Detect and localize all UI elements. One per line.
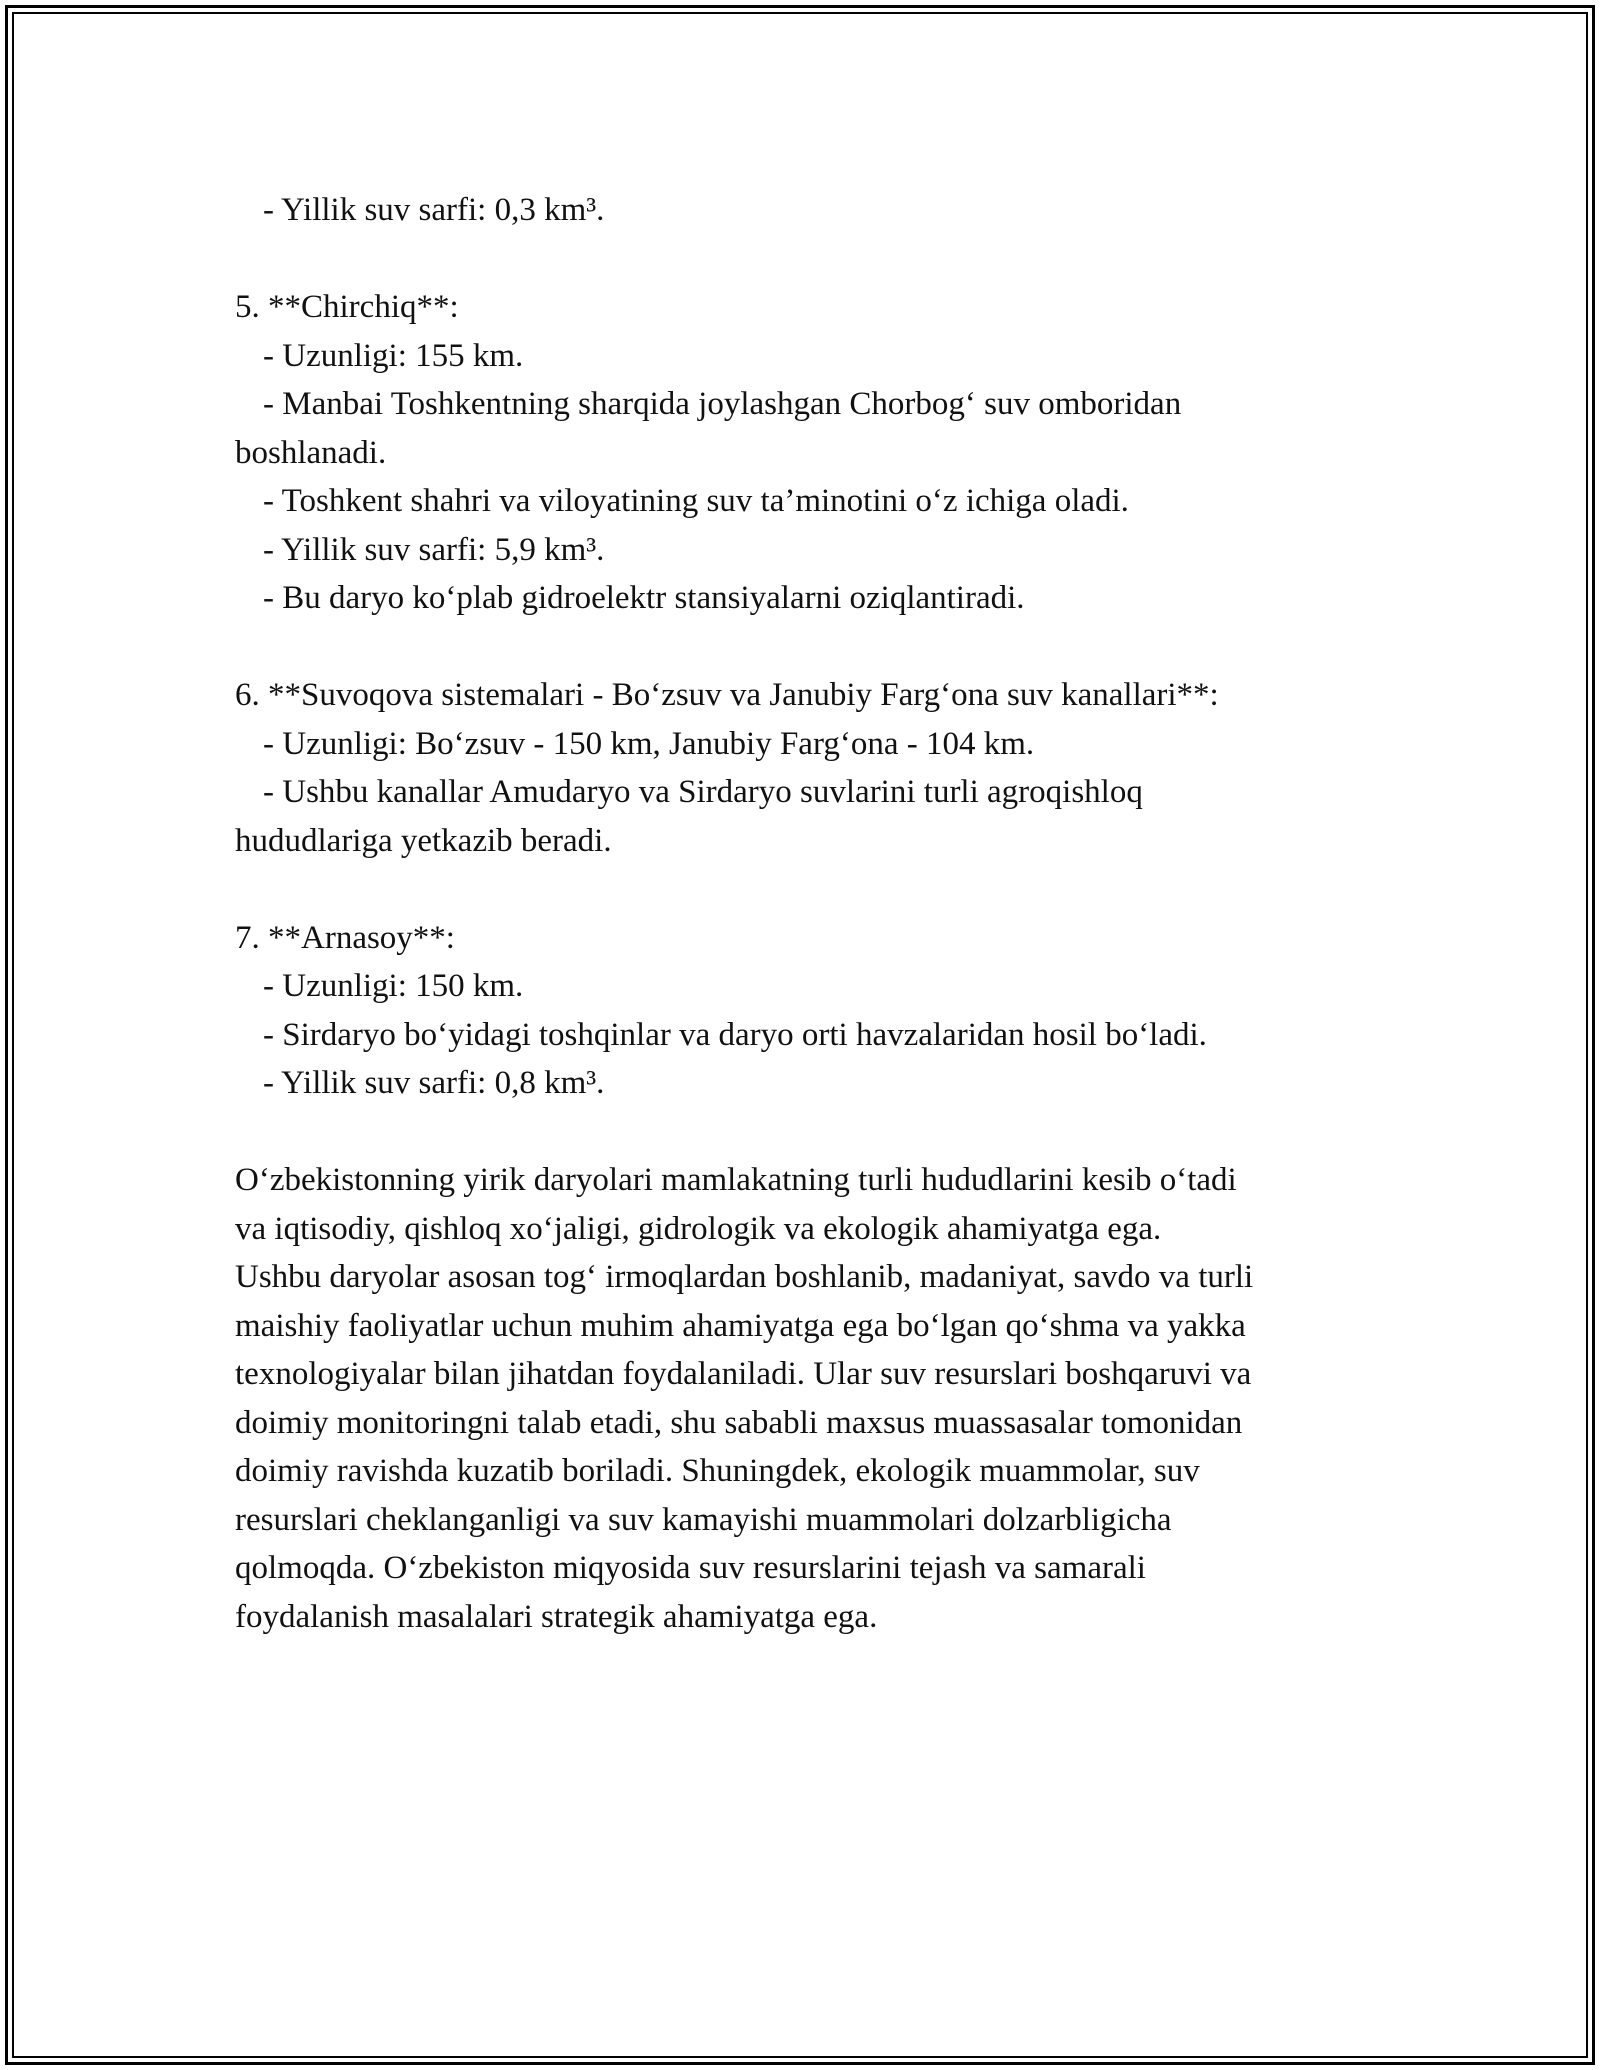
list-item-line: - Yillik suv sarfi: 5,9 km³. xyxy=(263,531,605,568)
text-line: hududlariga yetkazib beradi. xyxy=(235,822,612,859)
text-line: doimiy ravishda kuzatib boriladi. Shuningdek, ekologik muammolar, suv xyxy=(235,1453,1200,1489)
list-item-line: - Uzunligi: Bo‘zsuv - 150 km, Janubiy Farg‘ona - 104 km. xyxy=(263,725,1035,762)
list-item-line: - Toshkent shahri va viloyatining suv ta’minotini o‘z ichiga oladi. xyxy=(263,483,1129,519)
document-body xyxy=(235,186,1395,1641)
text-line: Ushbu daryolar asosan tog‘ irmoqlardan boshlanib, madaniyat, savdo va turli xyxy=(235,1259,1254,1295)
blank-line xyxy=(235,235,1395,284)
list-item-line: - Ushbu kanallar Amudaryo va Sirdaryo suvlarini turli agroqishloq xyxy=(263,774,1143,810)
text-line: boshlanadi. xyxy=(235,434,387,471)
list-item-line: - Yillik suv sarfi: 0,8 km³. xyxy=(263,1065,605,1101)
text-line: 5. **Chirchiq**: xyxy=(235,289,459,325)
blank-line xyxy=(235,1108,1395,1157)
text-line: maishiy faoliyatlar uchun muhim ahamiyatga ega bo‘lgan qo‘shma va yakka xyxy=(235,1307,1246,1344)
text-line: resurslari cheklanganligi va suv kamayishi muammolari dolzarbligicha xyxy=(235,1501,1172,1538)
list-item-line: - Uzunligi: 150 km. xyxy=(263,968,524,1004)
list-item-line: - Yillik suv sarfi: 0,3 km³. xyxy=(263,192,605,228)
text-line: doimiy monitoringni talab etadi, shu sababli maxsus muassasalar tomonidan xyxy=(235,1404,1243,1441)
text-line: foydalanish masalalari strategik ahamiyatga ega. xyxy=(235,1598,878,1635)
list-item-line: - Uzunligi: 155 km. xyxy=(263,337,524,374)
text-line: 6. **Suvoqova sistemalari - Bo‘zsuv va Janubiy Farg‘ona suv kanallari**: xyxy=(235,677,1219,713)
list-item-line: - Manbai Toshkentning sharqida joylashgan Chorbog‘ suv omboridan xyxy=(263,386,1182,422)
blank-line xyxy=(235,623,1395,672)
blank-line xyxy=(235,865,1395,914)
text-line: va iqtisodiy, qishloq xo‘jaligi, gidrologik va ekologik ahamiyatga ega. xyxy=(235,1210,1162,1247)
text-line: texnologiyalar bilan jihatdan foydalaniladi. Ular suv resurslari boshqaruvi va xyxy=(235,1356,1252,1392)
text-line: 7. **Arnasoy**: xyxy=(235,919,455,956)
text-line: O‘zbekistonning yirik daryolari mamlakatning turli hududlarini kesib o‘tadi xyxy=(235,1162,1237,1198)
list-item-line: - Sirdaryo bo‘yidagi toshqinlar va daryo orti havzalaridan hosil bo‘ladi. xyxy=(263,1016,1207,1053)
list-item-line: - Bu daryo ko‘plab gidroelektr stansiyalarni oziqlantiradi. xyxy=(263,580,1025,616)
text-line: qolmoqda. O‘zbekiston miqyosida suv resurslarini tejash va samarali xyxy=(235,1550,1146,1586)
